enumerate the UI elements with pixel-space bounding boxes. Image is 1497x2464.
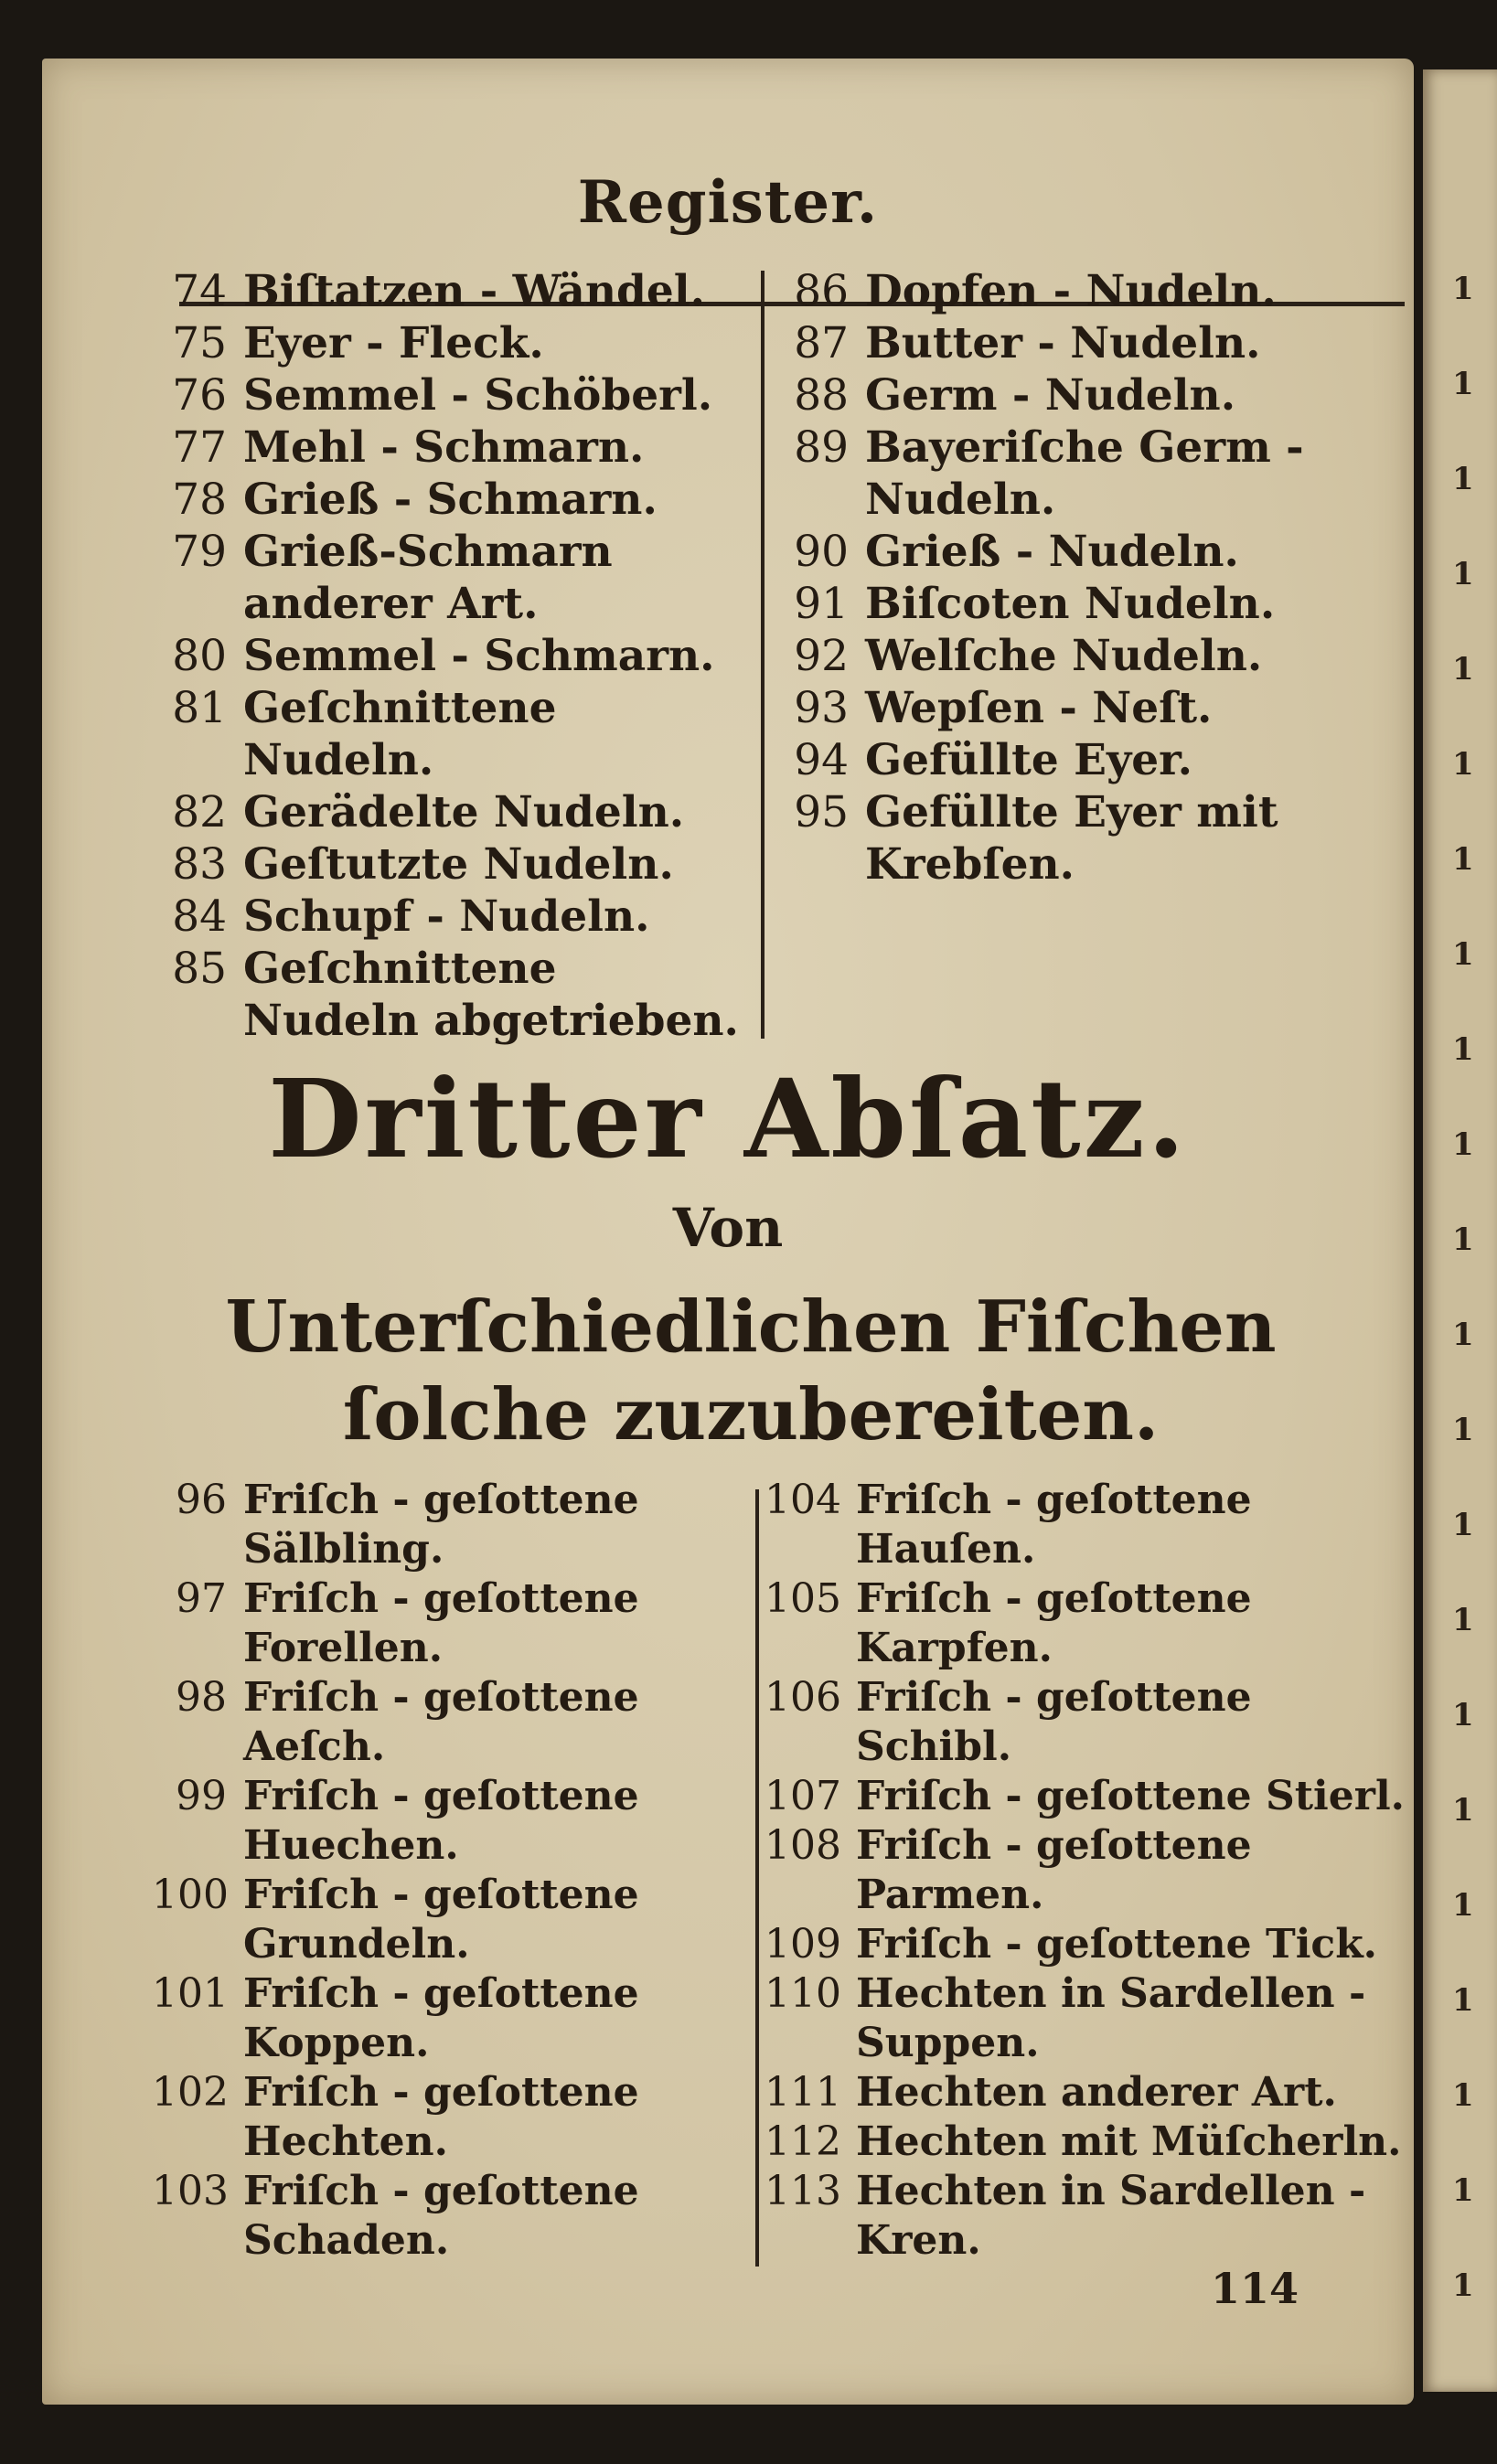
entry-title: Friſch - geſottene Sälbling. bbox=[243, 1477, 639, 1573]
register-entry bbox=[152, 682, 746, 786]
entry-title: Friſch - geſottene Huechen. bbox=[243, 1773, 639, 1869]
register-entry bbox=[152, 2167, 746, 2266]
entry-number: 77 bbox=[172, 422, 227, 473]
entry-number: 74 bbox=[172, 266, 227, 316]
section-subtitle: Unterſchiedlichen Fiſchen ſolche zuzubereiten. bbox=[225, 1285, 1277, 1456]
entry-title: Biſtatzen - Wändel. bbox=[243, 266, 705, 316]
register-entry bbox=[774, 578, 1405, 630]
entry-number: 91 bbox=[794, 579, 849, 629]
register-entry bbox=[152, 2068, 746, 2167]
register-entry bbox=[152, 786, 746, 838]
register-entry bbox=[152, 317, 746, 369]
next-page-edge bbox=[1423, 69, 1497, 2392]
register-entry bbox=[152, 1673, 746, 1772]
register-entry bbox=[152, 265, 746, 317]
entry-number: 94 bbox=[794, 735, 849, 785]
next-page-margin-digit: 1 bbox=[1452, 2077, 1474, 2114]
register-entry bbox=[765, 1821, 1405, 1920]
entry-number: 86 bbox=[794, 266, 849, 316]
book-page bbox=[42, 59, 1414, 2405]
register-entry bbox=[774, 317, 1405, 369]
next-page-margin-digit: 1 bbox=[1452, 271, 1474, 307]
entry-title: Geſchnittene Nudeln. bbox=[243, 683, 557, 785]
entry-title: Welſche Nudeln. bbox=[865, 631, 1263, 681]
entry-number: 108 bbox=[765, 1822, 841, 1869]
register-entry bbox=[765, 2068, 1405, 2117]
next-page-margin-digit: 1 bbox=[1452, 1792, 1474, 1829]
register-entry bbox=[152, 1969, 746, 2068]
entry-number: 98 bbox=[176, 1674, 227, 1721]
register-entry bbox=[774, 734, 1405, 786]
entry-number: 110 bbox=[765, 1970, 841, 2017]
entry-title: Friſch - geſottene Stierl. bbox=[856, 1773, 1405, 1819]
entry-title: Friſch - geſottene Hauſen. bbox=[856, 1477, 1252, 1573]
entry-title: Friſch - geſottene Parmen. bbox=[856, 1822, 1252, 1918]
page-header: Register. bbox=[577, 168, 879, 237]
next-page-margin-digit: 1 bbox=[1452, 2267, 1474, 2304]
register-entry bbox=[765, 2117, 1405, 2167]
entry-number: 92 bbox=[794, 631, 849, 681]
top-right-column bbox=[774, 265, 1405, 891]
entry-title: Grieß-Schmarn anderer Art. bbox=[243, 527, 613, 629]
entry-number: 85 bbox=[172, 944, 227, 994]
entry-number: 81 bbox=[172, 683, 227, 733]
bottom-left-column bbox=[152, 1476, 746, 2266]
entry-title: Friſch - geſottene Forellen. bbox=[243, 1575, 639, 1671]
page-number: 114 bbox=[1211, 2264, 1299, 2313]
entry-title: Hechten in Sardellen - Suppen. bbox=[856, 1970, 1366, 2066]
section-title: Dritter Abſatz. bbox=[268, 1055, 1188, 1182]
entry-number: 96 bbox=[176, 1477, 227, 1523]
entry-title: Hechten anderer Art. bbox=[856, 2069, 1337, 2116]
top-column-divider bbox=[761, 271, 765, 1039]
register-entry bbox=[152, 1574, 746, 1673]
entry-number: 109 bbox=[765, 1921, 841, 1968]
next-page-margin-digit: 1 bbox=[1452, 1412, 1474, 1448]
register-entry bbox=[152, 1772, 746, 1871]
entry-number: 83 bbox=[172, 839, 227, 890]
register-entry bbox=[774, 786, 1405, 891]
register-entry bbox=[765, 2167, 1405, 2266]
next-page-margin-digit: 1 bbox=[1452, 841, 1474, 878]
entry-number: 103 bbox=[152, 2168, 229, 2214]
register-entry bbox=[765, 1969, 1405, 2068]
entry-number: 112 bbox=[765, 2118, 841, 2165]
entry-title: Hechten in Sardellen - Kren. bbox=[856, 2168, 1366, 2264]
entry-number: 111 bbox=[765, 2069, 841, 2116]
entry-title: Eyer - Fleck. bbox=[243, 318, 544, 368]
register-entry bbox=[774, 265, 1405, 317]
entry-number: 107 bbox=[765, 1773, 841, 1819]
register-entry bbox=[774, 526, 1405, 578]
section-von: Von bbox=[672, 1197, 784, 1259]
entry-title: Bayeriſche Germ - Nudeln. bbox=[865, 422, 1304, 525]
entry-title: Geſtutzte Nudeln. bbox=[243, 839, 674, 890]
entry-number: 104 bbox=[765, 1477, 841, 1523]
register-entry bbox=[774, 630, 1405, 682]
register-entry bbox=[152, 1871, 746, 1969]
entry-number: 75 bbox=[172, 318, 227, 368]
entry-title: Gefüllte Eyer mit Krebſen. bbox=[865, 787, 1278, 890]
next-page-margin-digit: 1 bbox=[1452, 936, 1474, 973]
entry-title: Mehl - Schmarn. bbox=[243, 422, 645, 473]
register-entry bbox=[152, 838, 746, 891]
register-entry bbox=[765, 1772, 1405, 1821]
bottom-column-divider bbox=[755, 1489, 759, 2267]
entry-title: Friſch - geſottene Grundeln. bbox=[243, 1872, 639, 1968]
entry-title: Friſch - geſottene Tick. bbox=[856, 1921, 1378, 1968]
entry-number: 82 bbox=[172, 787, 227, 837]
register-entry bbox=[765, 1920, 1405, 1969]
entry-title: Butter - Nudeln. bbox=[865, 318, 1261, 368]
entry-number: 106 bbox=[765, 1674, 841, 1721]
next-page-margin-digit: 1 bbox=[1452, 1697, 1474, 1733]
next-page-margin-digit: 1 bbox=[1452, 1317, 1474, 1353]
next-page-margin-digit: 1 bbox=[1452, 556, 1474, 592]
entry-title: Biſcoten Nudeln. bbox=[865, 579, 1276, 629]
register-entry bbox=[152, 474, 746, 526]
entry-title: Grieß - Schmarn. bbox=[243, 475, 658, 525]
entry-number: 97 bbox=[176, 1575, 227, 1622]
entry-number: 76 bbox=[172, 370, 227, 421]
next-page-margin-digit: 1 bbox=[1452, 1221, 1474, 1258]
entry-title: Grieß - Nudeln. bbox=[865, 527, 1239, 577]
next-page-margin-digit: 1 bbox=[1452, 1602, 1474, 1638]
entry-title: Gerädelte Nudeln. bbox=[243, 787, 685, 837]
entry-title: Germ - Nudeln. bbox=[865, 370, 1236, 421]
next-page-margin-digit: 1 bbox=[1452, 1507, 1474, 1543]
entry-number: 84 bbox=[172, 891, 227, 942]
next-page-margin-digit: 1 bbox=[1452, 746, 1474, 783]
entry-number: 89 bbox=[794, 422, 849, 473]
entry-number: 100 bbox=[152, 1872, 229, 1918]
entry-title: Semmel - Schmarn. bbox=[243, 631, 715, 681]
register-entry bbox=[152, 421, 746, 474]
entry-title: Schupf - Nudeln. bbox=[243, 891, 650, 942]
entry-title: Hechten mit Müſcherln. bbox=[856, 2118, 1402, 2165]
next-page-margin-digit: 1 bbox=[1452, 2172, 1474, 2209]
entry-number: 101 bbox=[152, 1970, 229, 2017]
register-entry bbox=[152, 891, 746, 943]
entry-number: 105 bbox=[765, 1575, 841, 1622]
entry-number: 90 bbox=[794, 527, 849, 577]
entry-title: Friſch - geſottene Aeſch. bbox=[243, 1674, 639, 1770]
entry-title: Dopfen - Nudeln. bbox=[865, 266, 1277, 316]
register-entry bbox=[152, 369, 746, 421]
register-entry bbox=[774, 421, 1405, 526]
next-page-margin-digit: 1 bbox=[1452, 461, 1474, 497]
register-entry bbox=[765, 1476, 1405, 1574]
entry-number: 113 bbox=[765, 2168, 841, 2214]
entry-title: Friſch - geſottene Schaden. bbox=[243, 2168, 639, 2264]
entry-number: 95 bbox=[794, 787, 849, 837]
entry-title: Semmel - Schöberl. bbox=[243, 370, 713, 421]
entry-number: 79 bbox=[172, 527, 227, 577]
entry-title: Friſch - geſottene Karpfen. bbox=[856, 1575, 1252, 1671]
next-page-margin-digit: 1 bbox=[1452, 1887, 1474, 1924]
register-entry bbox=[774, 369, 1405, 421]
entry-title: Geſchnittene Nudeln abgetrieben. bbox=[243, 944, 739, 1046]
entry-title: Friſch - geſottene Koppen. bbox=[243, 1970, 639, 2066]
next-page-margin-digit: 1 bbox=[1452, 1031, 1474, 1068]
register-entry bbox=[774, 682, 1405, 734]
register-entry bbox=[765, 1673, 1405, 1772]
entry-number: 99 bbox=[176, 1773, 227, 1819]
next-page-margin-digit: 1 bbox=[1452, 1126, 1474, 1163]
register-entry bbox=[152, 1476, 746, 1574]
register-entry bbox=[152, 630, 746, 682]
top-left-column bbox=[152, 265, 746, 1047]
bottom-right-column bbox=[765, 1476, 1405, 2266]
entry-title: Friſch - geſottene Schibl. bbox=[856, 1674, 1252, 1770]
next-page-margin-digit: 1 bbox=[1452, 651, 1474, 688]
entry-title: Gefüllte Eyer. bbox=[865, 735, 1192, 785]
next-page-margin-digit: 1 bbox=[1452, 366, 1474, 402]
entry-number: 87 bbox=[794, 318, 849, 368]
entry-title: Wepſen - Neſt. bbox=[865, 683, 1213, 733]
entry-number: 88 bbox=[794, 370, 849, 421]
entry-number: 80 bbox=[172, 631, 227, 681]
entry-number: 78 bbox=[172, 475, 227, 525]
register-entry bbox=[152, 526, 746, 630]
entry-number: 93 bbox=[794, 683, 849, 733]
entry-title: Friſch - geſottene Hechten. bbox=[243, 2069, 639, 2165]
register-entry bbox=[152, 943, 746, 1047]
entry-number: 102 bbox=[152, 2069, 229, 2116]
next-page-margin-digit: 1 bbox=[1452, 1982, 1474, 2019]
register-entry bbox=[765, 1574, 1405, 1673]
